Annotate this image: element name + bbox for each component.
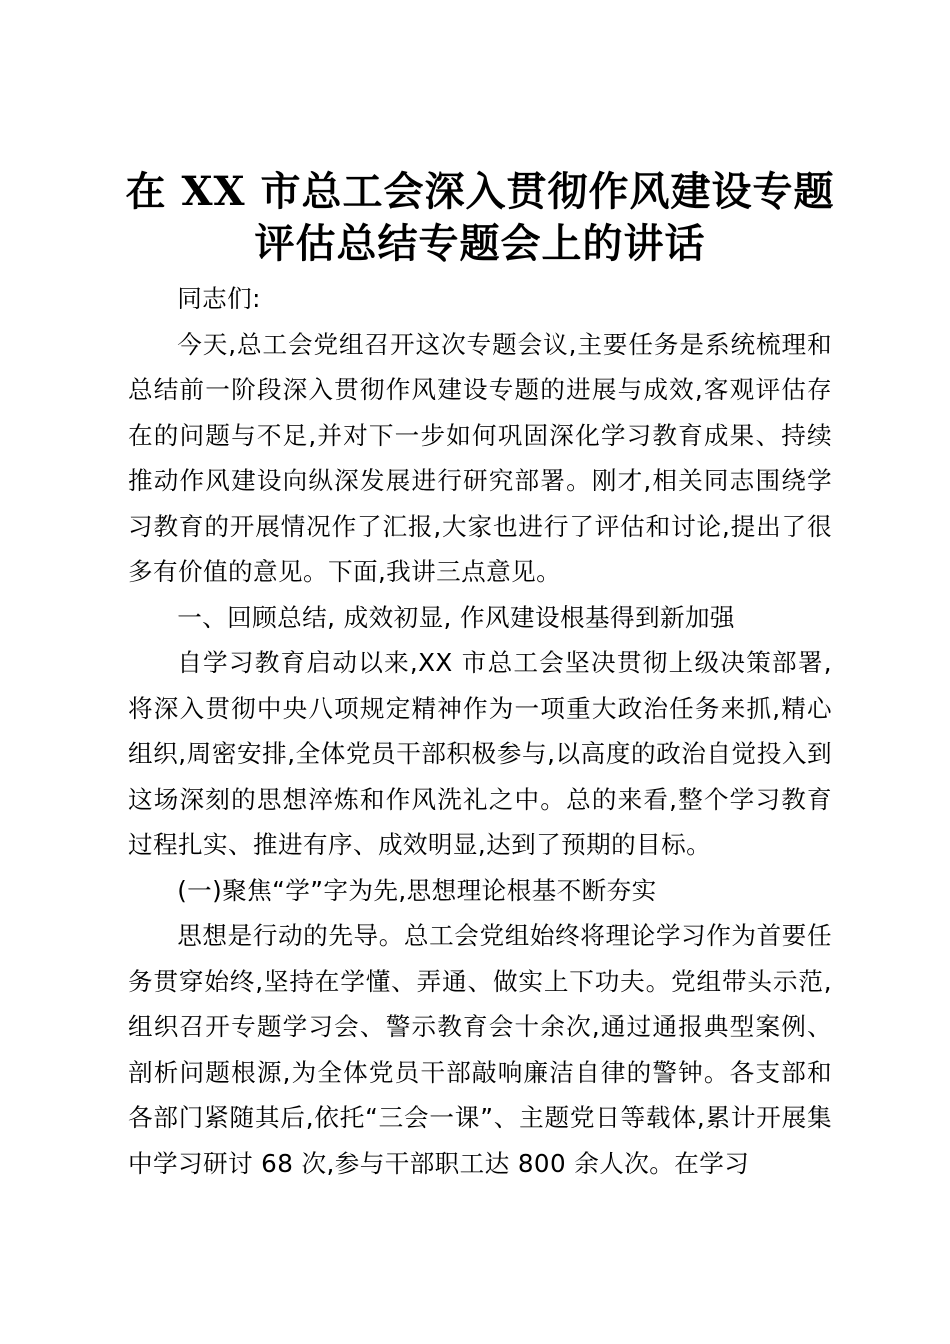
document-body [128,276,832,1186]
section-1-heading: 一、回顾总结, 成效初显, 作风建设根基得到新加强 [177,602,735,632]
intro-paragraph: 今天,总工会党组召开这次专题会议,主要任务是系统梳理和总结前一阶段深入贯彻作风建设专题的进展与成效,客观评估存在的问题与不足,并对下一步如何巩固深化学习教育成果、持续推动作风建设向纵深发展进行研究部署。刚才,相关同志围绕学习教育的开展情况作了汇报,大家也进行了评估和讨论,提出了很多有价值的意见。下面,我讲三点意见。 [128,329,832,586]
subsection-1-paragraph: 思想是行动的先导。总工会党组始终将理论学习作为首要任务贯穿始终,坚持在学懂、弄通、做实上下功夫。党组带头示范,组织召开专题学习会、警示教育会十余次,通过通报典型案例、剖析问题根源,为全体党员干部敲响廉洁自律的警钟。各支部和各部门紧随其后,依托“三会一课”、主题党日等载体,累计开展集中学习研讨 68 次,参与干部职工达 800 余人次。在学习 [128,921,832,1178]
salutation: 同志们: [177,284,261,313]
title-line-1: 在 XX 市总工会深入贯彻作风建设专题 [125,168,835,215]
section-1-paragraph: 自学习教育启动以来,XX 市总工会坚决贯彻上级决策部署,将深入贯彻中央八项规定精神作为一项重大政治任务来抓,精心组织,周密安排,全体党员干部积极参与,以高度的政治自觉投入到这场深刻的思想淬炼和作风洗礼之中。总的来看,整个学习教育过程扎实、推进有序、成效明显,达到了预期的目标。 [128,648,832,859]
subsection-1-heading: (一)聚焦“学”字为先,思想理论根基不断夯实 [177,875,657,905]
document-title [120,166,840,270]
title-line-2: 评估总结专题会上的讲话 [254,220,706,267]
